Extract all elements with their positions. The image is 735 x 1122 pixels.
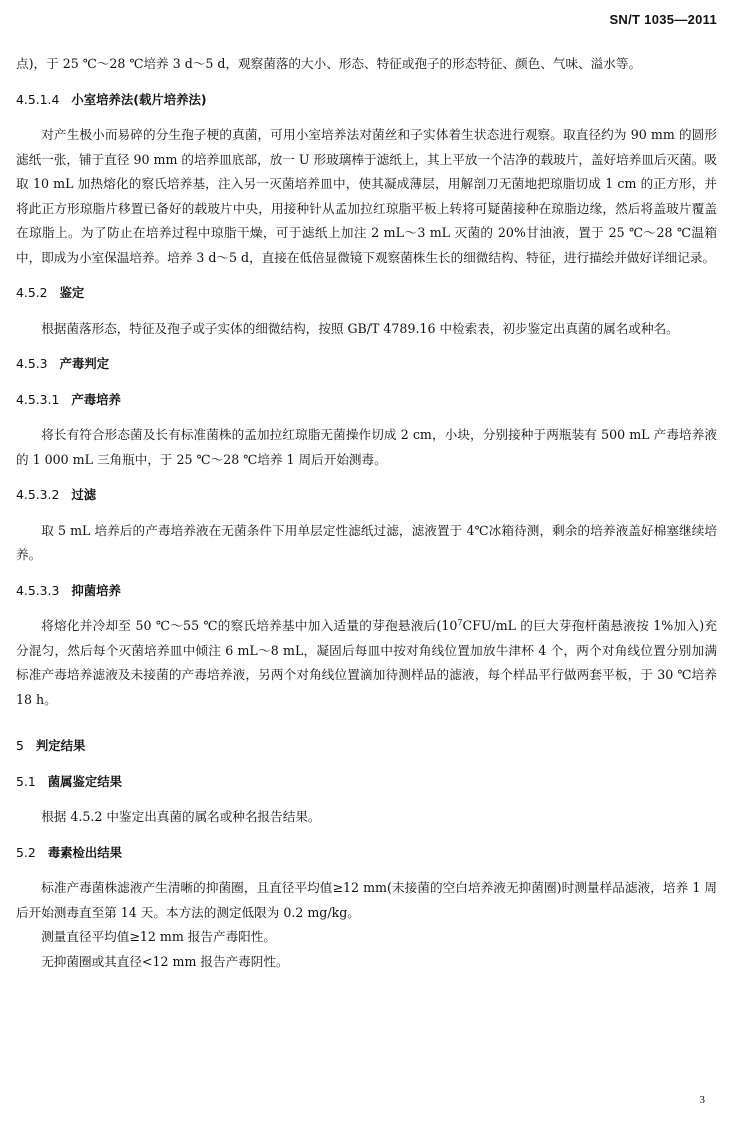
body-text-part2: CFU/mL 的巨大芽孢杆菌悬液按 1%加入)充分混匀，然后每个灭菌培养皿中倾注 6 mL～8 mL，凝固后每皿中按对角线位置加放牛津杯 4 个，两个对角线位置分别加满标准产毒培养滤液及未接菌的产毒培养液，另两个对角线位置滴加待测样品的滤液，每个样品平行做两套平板，于 30 ℃培养 18 h。 [16,618,717,707]
standard-code: SN/T 1035—2011 [609,12,717,27]
section-4-5-2-body: 根据菌落形态，特征及孢子或子实体的细微结构，按照 GB/T 4789.16 中检索表，初步鉴定出真菌的属名或种名。 [41,320,679,336]
body-text-part1: 将熔化并冷却至 50 ℃～55 ℃的察氏培养基中加入适量的芽孢悬液后(10 [41,618,458,633]
section-title: 产毒培养 [71,391,121,407]
heading-4-5-3-2 [16,483,717,508]
heading-4-5-3-3 [16,579,717,604]
heading-5-1 [16,770,717,795]
section-title: 菌属鉴定结果 [47,773,123,789]
section-5-2-body: 标准产毒菌株滤液产生清晰的抑菌圈，且直径平均值≥12 mm(未接菌的空白培养液无抑菌圈)时测量样品滤液，培养 1 周后开始测毒直至第 14 天。本方法的测定低限为 0.2 mg/kg。 [16,880,717,920]
section-number: 4.5.3.3 [16,582,60,598]
section-4-5-1-4-body: 对产生极小而易碎的分生孢子梗的真菌，可用小室培养法对菌丝和子实体着生状态进行观察。取直径约为 90 mm 的圆形滤纸一张，铺于直径 90 mm 的培养皿底部，放一 U 形玻璃棒于滤纸上，其上平放一个洁净的载玻片，盖好培养皿后灭菌。吸取 10 mL 加热熔化的察氏培养基，注入另一灭菌培养皿中，使其凝成薄层，用解剖刀无菌地把琼脂切成 1 cm 的正方形，并将此正方形琼脂片移置已备好的载玻片中央，用接种针从孟加拉红琼脂平板上转将可疑菌接种在琼脂边缘，然后将盖玻片覆盖在琼脂上。为了防止在培养过程中琼脂干燥，可于滤纸上加注 2 mL～3 mL 灭菌的 20%甘油液，置于 25 ℃～28 ℃温箱中，即成为小室保温培养。培养 3 d～5 d，直接在低倍显微镜下观察菌株生长的细微结构、特征，进行描绘并做好详细记录。 [16,127,717,265]
section-4-5-3-2-body: 取 5 mL 培养后的产毒培养液在无菌条件下用单层定性滤纸过滤，滤液置于 4℃冰箱待测，剩余的培养液盖好棉塞继续培养。 [16,522,717,562]
section-number: 4.5.3.1 [16,391,60,407]
section-number: 4.5.2 [16,285,48,300]
section-number: 5.1 [16,773,36,789]
heading-4-5-2 [16,281,717,306]
heading-4-5-3-1 [16,388,717,413]
section-title: 毒素检出结果 [47,844,123,860]
section-5-1-body: 根据 4.5.2 中鉴定出真菌的属名或种名报告结果。 [41,809,321,824]
section-title: 小室培养法(载片培养法) [71,91,207,107]
section-number: 4.5.1.4 [16,91,60,107]
section-number: 4.5.3.2 [16,487,60,502]
page-number: 3 [699,1094,705,1106]
section-4-5-3-3-body [16,614,717,712]
section-4-5-1-3-tail: 点)，于 25 ℃～28 ℃培养 3 d～5 d，观察菌落的大小、形态、特征或孢子的形态特征、颜色、气味、溢水等。 [16,56,642,71]
section-number: 5.2 [16,844,36,860]
section-title: 鉴定 [59,285,85,300]
heading-5 [16,734,717,759]
heading-4-5-1-4 [16,88,717,113]
heading-4-5-3 [16,352,717,377]
section-title: 判定结果 [35,738,86,753]
section-number: 5 [16,738,24,753]
section-title: 过滤 [71,487,97,502]
page-content [16,52,717,974]
section-4-5-3-1-body: 将长有符合形态菌及长有标准菌株的孟加拉红琼脂无菌操作切成 2 cm，小块，分别接种于两瓶装有 500 mL 产毒培养液的 1 000 mL 三角瓶中，于 25 ℃～28 ℃培养 1 周后开始测毒。 [16,427,717,467]
section-number: 4.5.3 [16,356,48,371]
heading-5-2 [16,841,717,866]
section-title: 抑菌培养 [71,582,121,598]
section-title: 产毒判定 [59,356,110,371]
result-negative-line: 无抑菌圈或其直径<12 mm 报告产毒阴性。 [41,953,289,969]
exponent: 7 [457,617,463,627]
result-positive-line: 测量直径平均值≥12 mm 报告产毒阳性。 [41,929,276,944]
